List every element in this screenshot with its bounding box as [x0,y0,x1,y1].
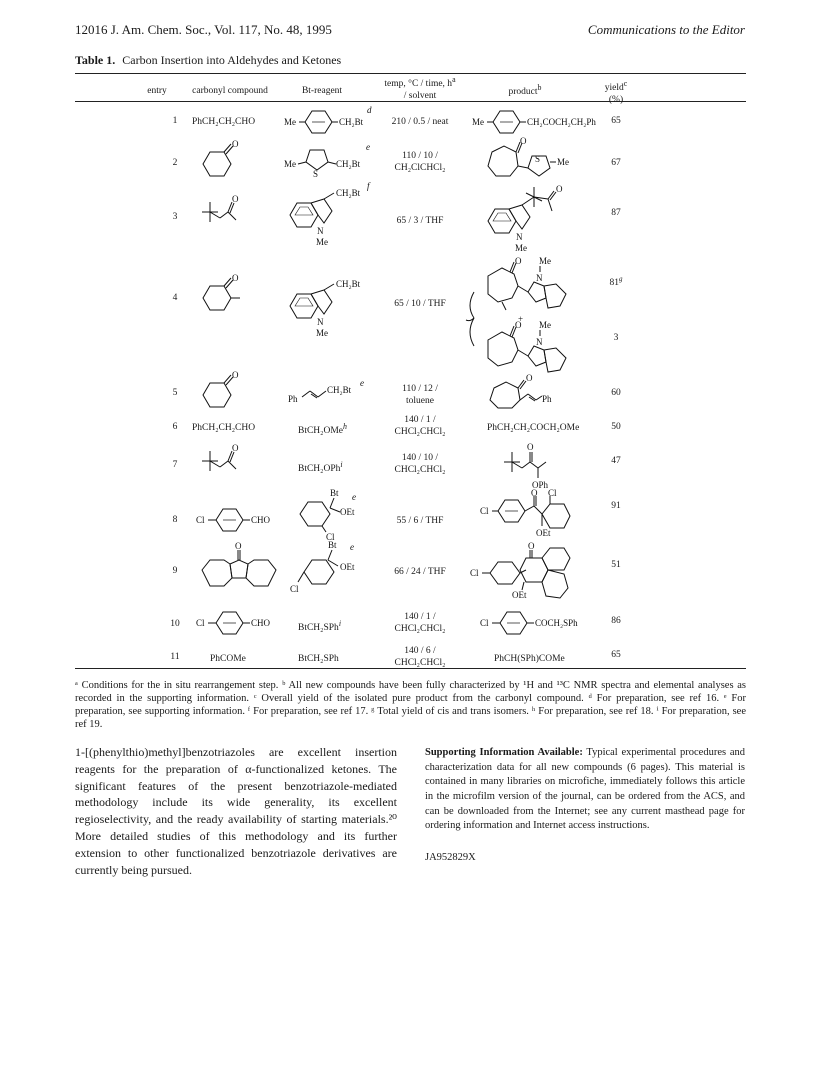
svg-text:CHO: CHO [251,515,271,525]
svg-text:Cl: Cl [480,506,489,516]
svg-text:Me: Me [539,256,551,266]
product-6: PhCH₂CH₂COCH₂OMe [487,423,580,433]
reagent-7: BtCH₂OPh$^i$ [298,460,343,475]
entry-9: 9 [172,566,178,576]
entry-10: 10 [170,619,180,629]
svg-text:O: O [527,442,534,452]
yield-1: 65 [611,116,621,126]
col-carbonyl: carbonyl compound [192,86,268,96]
svg-text:OEt: OEt [340,507,355,517]
table-caption [75,53,341,68]
svg-text:+: + [518,314,524,324]
entry-1: 1 [172,116,178,126]
yield-10: 86 [611,616,621,626]
product-structure-2 [482,138,592,184]
product-structure-5 [484,372,584,412]
entry-5: 5 [172,388,178,398]
svg-text:CH₂Bt: CH₂Bt [336,279,361,289]
reagent-11: BtCH₂SPh [298,654,339,664]
svg-text:O: O [556,184,563,194]
svg-text:d: d [367,105,372,115]
conditions-7: 140 / 10 / CHCl₂CHCl₂ [394,453,446,476]
svg-text:Cl: Cl [326,532,335,542]
table-footnotes: ᵃ Conditions for the in situ rearrangement step. ᵇ All new compounds have been fully characterized by ¹H and ¹³C NMR spectra and elemental analyses as recorded in the supporting information. ᶜ Overall yield of the isolated pure product from the carbonyl compound. ᵈ For preparation, see ref 16. ᵉ For preparation, see supporting information. ᶠ For preparation, see ref 17. ᵍ Total yield of cis and trans isomers. ʰ For preparation, see ref 18. ⁱ For preparation, see ref 19. [75,680,746,731]
carbonyl-structure-10 [194,605,284,641]
svg-text:Me: Me [316,237,328,247]
svg-text:CH₂Bt: CH₂Bt [339,117,364,127]
yield-11: 65 [611,650,621,660]
carbonyl-structure-8 [194,502,284,538]
svg-text:CH₂Bt: CH₂Bt [327,385,352,395]
conditions-4: 65 / 10 / THF [394,299,446,309]
table-title: Carbon Insertion into Aldehydes and Ketones [122,53,342,67]
yield-9: 51 [611,560,621,570]
svg-text:CH₂COCH₂CH₂Ph: CH₂COCH₂CH₂Ph [527,117,596,127]
svg-text:CH₂Bt: CH₂Bt [336,188,361,198]
section-title: Communications to the Editor [587,22,745,37]
svg-text:Me: Me [316,328,328,338]
carbonyl-11: PhCOMe [210,654,246,664]
svg-text:Cl: Cl [196,618,205,628]
col-yield: yield$^c$ (%) [604,79,628,106]
conditions-8: 55 / 6 / THF [396,516,444,526]
svg-text:e: e [366,142,370,152]
yield-2: 67 [611,158,621,168]
svg-text:Cl: Cl [470,568,479,578]
supporting-info [425,746,745,834]
svg-text:e: e [360,378,364,388]
entry-3: 3 [172,212,178,222]
svg-text:O: O [526,373,533,383]
col-conditions: temp, °C / time, $h^a$ / solvent [384,75,456,102]
body-paragraph: 1-[(phenylthio)methyl]benzotriazoles are excellent insertion reagents for the preparation of α-functionalized ketones. The significant features of the present benzotriazole-mediated methodology include its wide generality, its excellent regioselectivity, and the ready availability of starting materials.²⁰ More detailed studies of this methodology and its further extension to other functionalized benzotriazole derivatives are currently being pursued. [75,745,397,877]
svg-text:e: e [352,492,356,502]
conditions-6: 140 / 1 / CHCl₂CHCl₂ [394,415,446,438]
svg-text:O: O [515,320,522,330]
product-structure-8 [478,488,588,546]
entry-4: 4 [172,293,178,303]
entry-11: 11 [170,652,180,662]
carbonyl-structure-5 [196,371,246,413]
entry-8: 8 [172,515,178,525]
svg-text:N: N [536,337,543,347]
svg-text:Cl: Cl [548,488,557,498]
svg-text:OEt: OEt [512,590,527,600]
yield-6: 50 [611,422,621,432]
reagent-structure-1 [282,103,372,137]
carbonyl-1: PhCH₂CH₂CHO [192,117,256,127]
yield-8: 91 [611,501,621,511]
table-label: Table 1. [75,53,116,67]
svg-text:Ph: Ph [288,394,298,404]
svg-text:Me: Me [284,117,296,127]
svg-text:O: O [528,541,535,551]
svg-text:Ph: Ph [542,394,552,404]
reagent-structure-9 [290,538,375,596]
svg-text:CH₂Bt: CH₂Bt [336,159,361,169]
product-structure-1 [470,103,605,137]
svg-text:e: e [350,542,354,552]
svg-text:OEt: OEt [340,562,355,572]
svg-text:N: N [516,232,523,242]
carbonyl-structure-9 [194,540,284,596]
yield-7: 47 [611,456,621,466]
svg-text:O: O [232,273,239,283]
svg-text:N: N [536,273,543,283]
svg-text:O: O [515,256,522,266]
svg-text:f: f [367,181,370,191]
col-entry: entry [147,86,167,96]
svg-text:S: S [313,169,319,179]
supporting-info-text: Typical experimental procedures and characterization data for all new compounds (6 pages). This material is contained in many libraries on microfiche, immediately follows this article in the microfilm version of the journal, can be ordered from the ACS, and can be downloaded from the Internet; see any current masthead page for ordering information and Internet access instructions. [425,747,745,832]
svg-text:Me: Me [284,159,296,169]
svg-text:Me: Me [539,320,551,330]
svg-text:OEt: OEt [536,528,551,538]
conditions-11: 140 / 6 / CHCl₂CHCl₂ [394,646,446,669]
svg-text:COCH₂SPh: COCH₂SPh [535,618,578,628]
entry-7: 7 [172,460,178,470]
product-structure-3 [482,183,592,253]
reagent-10: BtCH₂SPh$^i$ [298,619,342,634]
svg-text:Bt: Bt [330,488,339,498]
reagent-structure-4 [284,276,379,338]
product-11: PhCH(SPh)COMe [494,654,565,664]
carbonyl-6: PhCH₂CH₂CHO [192,423,256,433]
carbonyl-structure-3 [196,194,246,230]
svg-text:N: N [317,226,324,236]
supporting-info-title: Supporting Information Available: [425,747,583,758]
svg-text:O: O [520,136,527,146]
yield-4b: 3 [613,333,619,343]
reagent-structure-8 [292,486,377,542]
product-structure-7 [500,440,570,490]
svg-text:S: S [535,154,541,164]
svg-text:Bt: Bt [328,540,337,550]
col-product: product$^b$ [508,83,542,98]
reagent-structure-3 [284,181,379,247]
svg-text:N: N [317,317,324,327]
svg-text:O: O [232,443,239,453]
svg-text:CHO: CHO [251,618,271,628]
svg-text:Cl: Cl [196,515,205,525]
svg-text:O: O [235,541,242,551]
conditions-9: 66 / 24 / THF [394,567,446,577]
yield-4a: 81$^g$ [609,275,623,289]
svg-text:OPh: OPh [532,480,549,490]
entry-2: 2 [172,158,178,168]
product-structure-4 [460,252,590,380]
yield-3: 87 [611,208,621,218]
conditions-2: 110 / 10 / CH₂ClCHCl₂ [394,151,446,174]
entry-6: 6 [172,422,178,432]
svg-text:O: O [232,370,239,380]
svg-text:O: O [232,139,239,149]
table-top-rule [75,73,746,74]
conditions-1: 210 / 0.5 / neat [391,117,449,127]
conditions-10: 140 / 1 / CHCl₂CHCl₂ [394,612,446,635]
conditions-3: 65 / 3 / THF [396,216,444,226]
conditions-5: 110 / 12 / toluene [402,384,438,407]
page-citation: 12016 J. Am. Chem. Soc., Vol. 117, No. 48, 1995 [75,22,332,37]
svg-text:Me: Me [557,157,569,167]
reagent-structure-2 [282,140,377,180]
svg-text:Cl: Cl [480,618,489,628]
carbonyl-structure-2 [196,140,246,182]
product-structure-10 [478,605,598,641]
carbonyl-structure-7 [196,443,246,479]
svg-text:Me: Me [515,243,527,253]
carbonyl-structure-4 [196,274,248,318]
svg-text:Me: Me [472,117,484,127]
manuscript-code: JA952829X [425,852,476,863]
svg-text:Cl: Cl [290,584,299,594]
product-structure-9 [468,540,588,610]
reagent-6: BtCH₂OMe$^h$ [298,422,347,437]
reagent-structure-5 [286,378,376,408]
yield-5: 60 [611,388,621,398]
svg-text:O: O [232,194,239,204]
svg-text:O: O [531,488,538,498]
col-reagent: Bt-reagent [301,86,343,96]
